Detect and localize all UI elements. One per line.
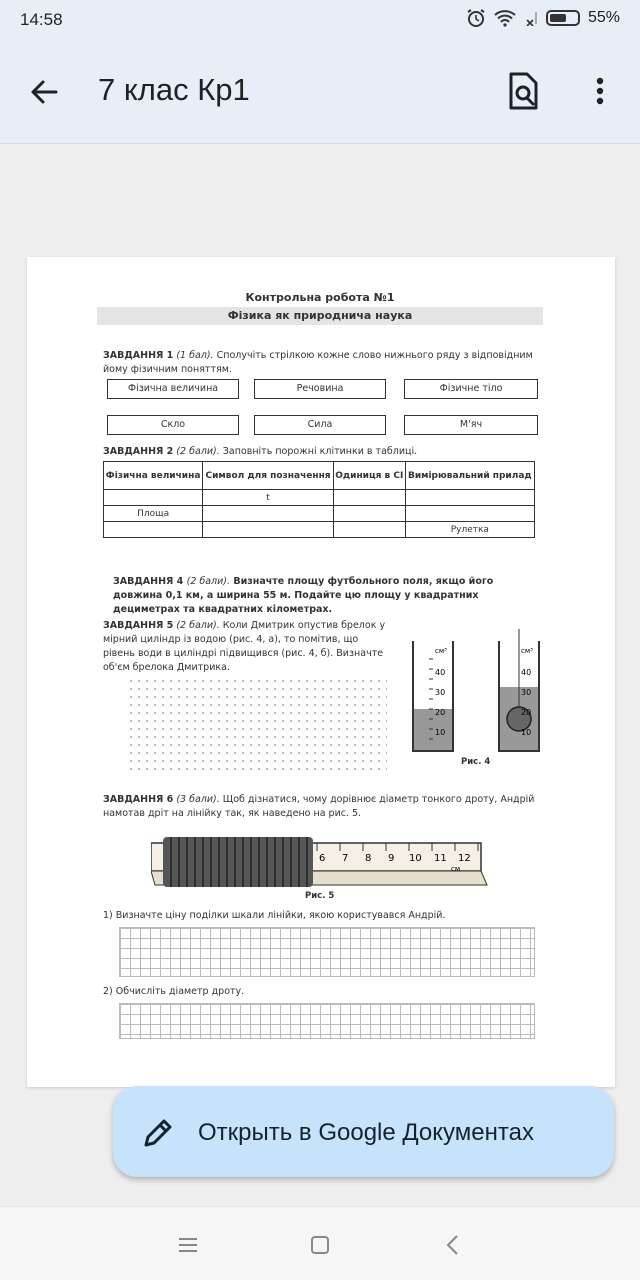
- pencil-icon: [141, 1116, 175, 1150]
- ruler-tick: 11: [434, 853, 447, 864]
- battery-icon: [546, 10, 580, 26]
- wifi-icon: [494, 9, 516, 27]
- cylinder-a-tick: 20: [435, 708, 446, 717]
- cylinder-b: [499, 629, 539, 751]
- status-bar: [0, 0, 640, 40]
- task2: [103, 445, 543, 459]
- nav-menu-button[interactable]: [170, 1227, 206, 1263]
- arrow-back-icon: [22, 70, 66, 114]
- menu-icon: [170, 1227, 206, 1263]
- task1-box-force: Сила: [254, 415, 386, 435]
- task6-answer-grid-1: [119, 927, 535, 977]
- cylinder-a-tick: 30: [435, 688, 446, 697]
- nav-back-button[interactable]: [436, 1227, 472, 1263]
- home-square-icon: [302, 1227, 338, 1263]
- cylinder-b-tick: 20: [521, 708, 532, 717]
- task2-label: ЗАВДАННЯ 2: [103, 446, 174, 457]
- task6-question-1: 1) Визначте ціну поділки шкали лінійки, якою користувався Андрій.: [103, 910, 446, 921]
- task1-box-physical-quantity: Фізична величина: [107, 379, 239, 399]
- alarm-icon: [466, 8, 486, 28]
- ruler-tick: 12: [458, 853, 471, 864]
- system-nav-bar: [0, 1206, 640, 1280]
- battery-percent: 55%: [587, 9, 620, 26]
- nav-home-button[interactable]: [302, 1227, 338, 1263]
- chevron-back-icon: [436, 1227, 472, 1263]
- task6-points: (3 бали).: [176, 794, 220, 805]
- ruler-tick: 10: [409, 853, 422, 864]
- task6-label: ЗАВДАННЯ 6: [103, 794, 174, 805]
- figure-5-caption: Рис. 5: [305, 891, 335, 901]
- task5: [103, 619, 389, 675]
- task2-text: Заповніть порожні клітинки в таблиці.: [222, 446, 418, 457]
- no-signal-icon: [524, 10, 538, 26]
- task1-box-glass: Скло: [107, 415, 239, 435]
- task5-points: (2 бали).: [176, 620, 220, 631]
- figure-4-caption: Рис. 4: [461, 757, 491, 767]
- table-cell: [333, 490, 405, 506]
- open-in-google-docs-button[interactable]: [113, 1086, 614, 1177]
- table-cell: [104, 490, 203, 506]
- task4-label: ЗАВДАННЯ 4: [113, 576, 184, 587]
- more-options-button[interactable]: [582, 68, 618, 114]
- ruler-tick: 7: [342, 853, 349, 864]
- cylinder-a-tick: 40: [435, 668, 446, 677]
- table-header: Вимірювальний прилад: [405, 462, 534, 490]
- open-in-google-docs-label: Открыть в Google Документах: [198, 1119, 534, 1146]
- table-header: Символ для позначення: [203, 462, 334, 490]
- task6-question-2: 2) Обчисліть діаметр дроту.: [103, 986, 245, 997]
- worksheet-title: Контрольна робота №1: [245, 291, 395, 304]
- table-cell: Рулетка: [405, 522, 534, 538]
- task6: [103, 793, 543, 821]
- task1-box-ball: М'яч: [404, 415, 538, 435]
- task6-answer-grid-2: [119, 1003, 535, 1039]
- task1-box-substance: Речовина: [254, 379, 386, 399]
- table-header-row: [104, 462, 535, 490]
- task1-label: ЗАВДАННЯ 1: [103, 350, 174, 361]
- task4: [113, 575, 539, 617]
- table-cell: [405, 490, 534, 506]
- task4-text: Визначте площу футбольного поля, якщо його довжина 0,1 км, а ширина 55 м. Подайте цю площу у квадратних дециметрах та квадратних кілометрах.: [113, 576, 494, 615]
- table-cell: t: [203, 490, 334, 506]
- table-cell: [333, 506, 405, 522]
- cylinder-a: [413, 641, 453, 751]
- ruler-tick: 8: [365, 853, 372, 864]
- table-row: [104, 490, 535, 506]
- task1: [103, 349, 543, 377]
- figure-4-cylinders: [407, 629, 557, 769]
- task5-label: ЗАВДАННЯ 5: [103, 620, 174, 631]
- task1-box-physical-body: Фізичне тіло: [404, 379, 538, 399]
- top-app-bar: [0, 40, 640, 144]
- table-row: [104, 506, 535, 522]
- task1-points: (1 бал).: [176, 350, 214, 361]
- table-cell: [203, 522, 334, 538]
- table-cell: [203, 506, 334, 522]
- task5-answer-grid: [127, 677, 387, 773]
- more-vert-icon: [582, 68, 618, 114]
- ruler-unit: см: [451, 865, 461, 873]
- back-button[interactable]: [22, 70, 66, 114]
- table-cell: [405, 506, 534, 522]
- task2-points: (2 бали).: [176, 446, 220, 457]
- table-cell: [333, 522, 405, 538]
- task1-text: Сполучіть стрілкою кожне слово нижнього ряду з відповідним йому фізичним поняттям.: [103, 350, 533, 375]
- table-cell: [104, 522, 203, 538]
- document-page[interactable]: [27, 257, 615, 1087]
- table-header: Одиниця в СІ: [333, 462, 405, 490]
- table-header: Фізична величина: [104, 462, 203, 490]
- worksheet-subtitle: Фізика як природнича наука: [97, 307, 543, 325]
- task6-text: Щоб дізнатися, чому дорівнює діаметр тонкого дроту, Андрій намотав дріт на лінійку так, як наведено на рис. 5.: [103, 794, 535, 819]
- status-icons: [466, 8, 620, 28]
- find-in-page-icon: [500, 68, 546, 114]
- ruler-tick: 6: [319, 853, 326, 864]
- status-time: 14:58: [20, 10, 63, 29]
- task2-table: [103, 461, 535, 538]
- worksheet: [27, 257, 615, 1087]
- cylinder-a-tick: 10: [435, 728, 446, 737]
- ruler-tick: 9: [388, 853, 395, 864]
- task5-text: Коли Дмитрик опустив брелок у мірний циліндр із водою (рис. 4, а), то помітив, що рівень води в циліндрі підвищився (рис. 4, б). Визначте об'єм брелока Дмитрика.: [103, 620, 386, 673]
- cylinder-b-unit: см³: [521, 647, 533, 655]
- table-cell: Площа: [104, 506, 203, 522]
- cylinder-b-tick: 40: [521, 668, 532, 677]
- table-row: [104, 522, 535, 538]
- task4-points: (2 бали).: [186, 576, 231, 587]
- figure-5-ruler: [151, 835, 491, 895]
- document-title: 7 клас Кр1: [98, 72, 250, 107]
- cylinder-a-unit: см³: [435, 647, 447, 655]
- cylinder-b-tick: 30: [521, 688, 532, 697]
- cylinder-b-tick: 10: [521, 728, 532, 737]
- find-in-document-button[interactable]: [500, 68, 546, 114]
